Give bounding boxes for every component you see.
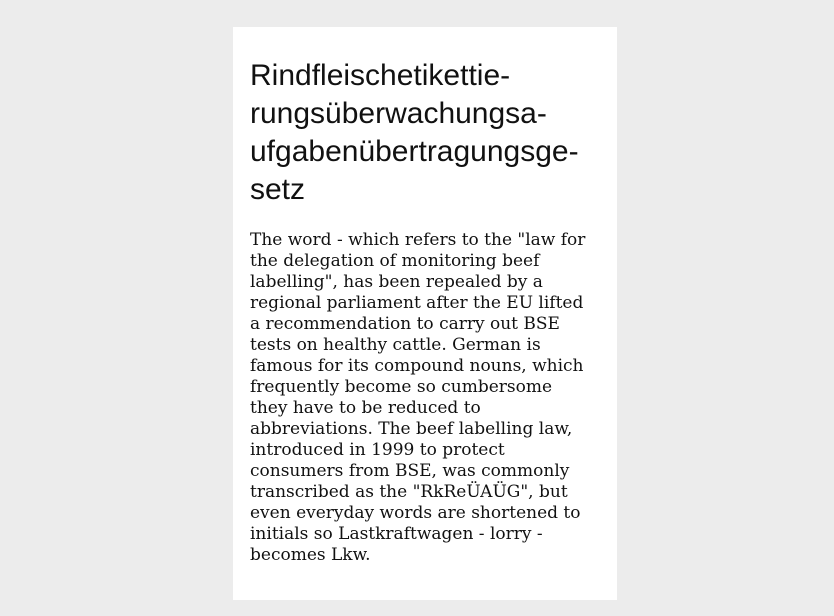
body-line: initials so Lastkraftwagen - lorry - (250, 524, 543, 544)
body-line: even everyday words are shortened to (250, 503, 581, 523)
body-line: transcribed as the "RkReÜAÜG", but (250, 482, 568, 502)
title-line: rungsüberwachungsa- (250, 97, 547, 130)
body-line: the delegation of monitoring beef (250, 251, 540, 271)
body-line: introduced in 1999 to protect (250, 440, 505, 460)
body-line: consumers from BSE, was commonly (250, 461, 570, 481)
body-line: frequently become so cumbersome (250, 377, 553, 397)
body-line: tests on healthy cattle. German is (250, 335, 541, 355)
title-line: Rindfleischetikettie- (250, 59, 511, 92)
article-title (250, 57, 599, 209)
body-line: they have to be reduced to (250, 398, 481, 418)
body-line: a recommendation to carry out BSE (250, 314, 560, 334)
article-body (250, 230, 599, 566)
body-line: labelling", has been repealed by a (250, 272, 543, 292)
title-line: setz (250, 173, 306, 206)
body-line: regional parliament after the EU lifted (250, 293, 584, 313)
body-line: famous for its compound nouns, which (250, 356, 584, 376)
body-line: abbreviations. The beef labelling law, (250, 419, 573, 439)
body-line: becomes Lkw. (250, 545, 371, 565)
article-card (233, 27, 617, 600)
title-line: ufgabenübertragungsge- (250, 135, 579, 168)
body-line: The word - which refers to the "law for (250, 230, 586, 250)
